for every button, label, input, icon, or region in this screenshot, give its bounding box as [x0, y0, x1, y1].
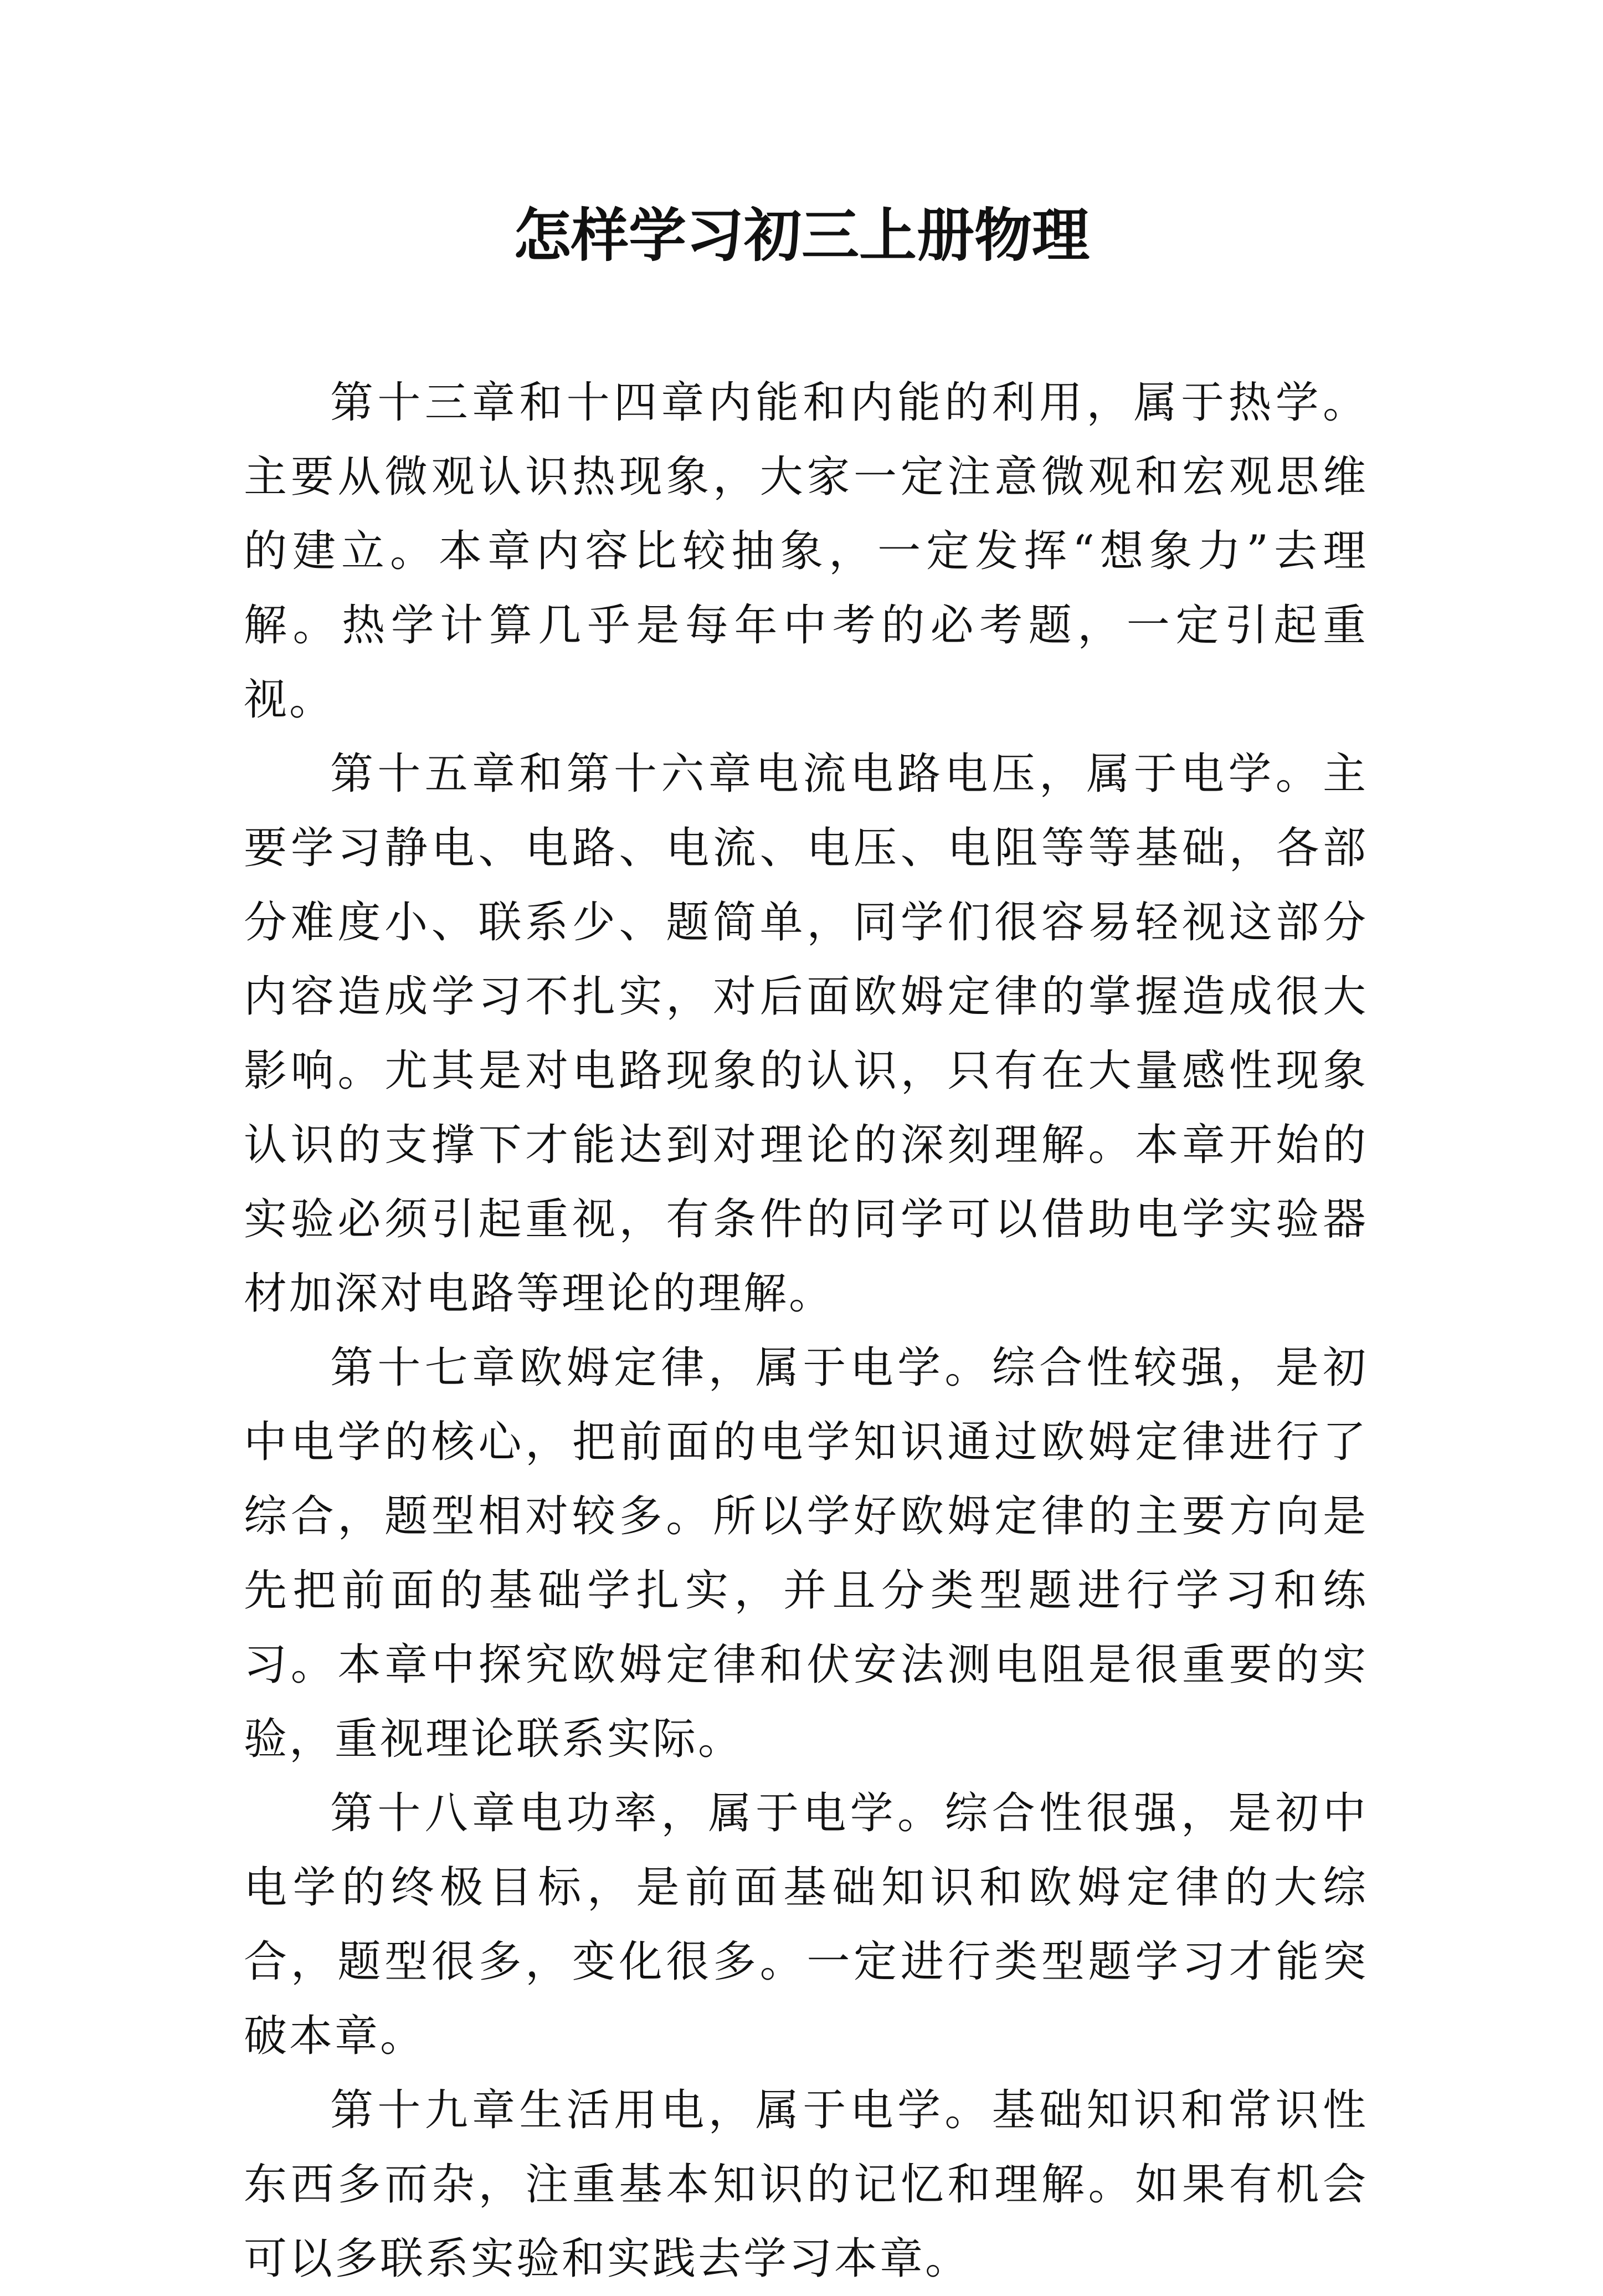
- paragraph-chapter-17: 第十七章欧姆定律，属于电学。综合性较强，是初中电学的核心，把前面的电学知识通过欧姆定律进行了综合，题型相对较多。所以学好欧姆定律的主要方向是先把前面的基础学扎实，并且分类型题进行学习和练习。本章中探究欧姆定律和伏安法测电阻是很重要的实验，重视理论联系实际。: [244, 1343, 1368, 1764]
- document-title: 怎样学习初三上册物理: [513, 201, 1090, 269]
- document-body: [244, 366, 1368, 2296]
- paragraph-chapter-15-16: 第十五章和第十六章电流电路电压，属于电学。主要学习静电、电路、电流、电压、电阻等等基础，各部分难度小、联系少、题简单，同学们很容易轻视这部分内容造成学习不扎实，对后面欧姆定律的掌握造成很大影响。尤其是对电路现象的认识，只有在大量感性现象认识的支撑下才能达到对理论的深刻理解。本章开始的实验必须引起重视，有条件的同学可以借助电学实验器材加深对电路等理论的理解。: [244, 749, 1368, 1319]
- paragraph-chapter-18: 第十八章电功率，属于电学。综合性很强，是初中电学的终极目标，是前面基础知识和欧姆定律的大综合，题型很多，变化很多。一定进行类型题学习才能突破本章。: [244, 1788, 1368, 2061]
- paragraph-chapter-19: 第十九章生活用电，属于电学。基础知识和常识性东西多而杂，注重基本知识的记忆和理解。如果有机会可以多联系实验和实践去学习本章。: [244, 2085, 1368, 2284]
- paragraph-chapter-13-14: 第十三章和十四章内能和内能的利用，属于热学。主要从微观认识热现象，大家一定注意微观和宏观思维的建立。本章内容比较抽象，一定发挥“想象力”去理解。热学计算几乎是每年中考的必考题，一定引起重视。: [244, 378, 1368, 725]
